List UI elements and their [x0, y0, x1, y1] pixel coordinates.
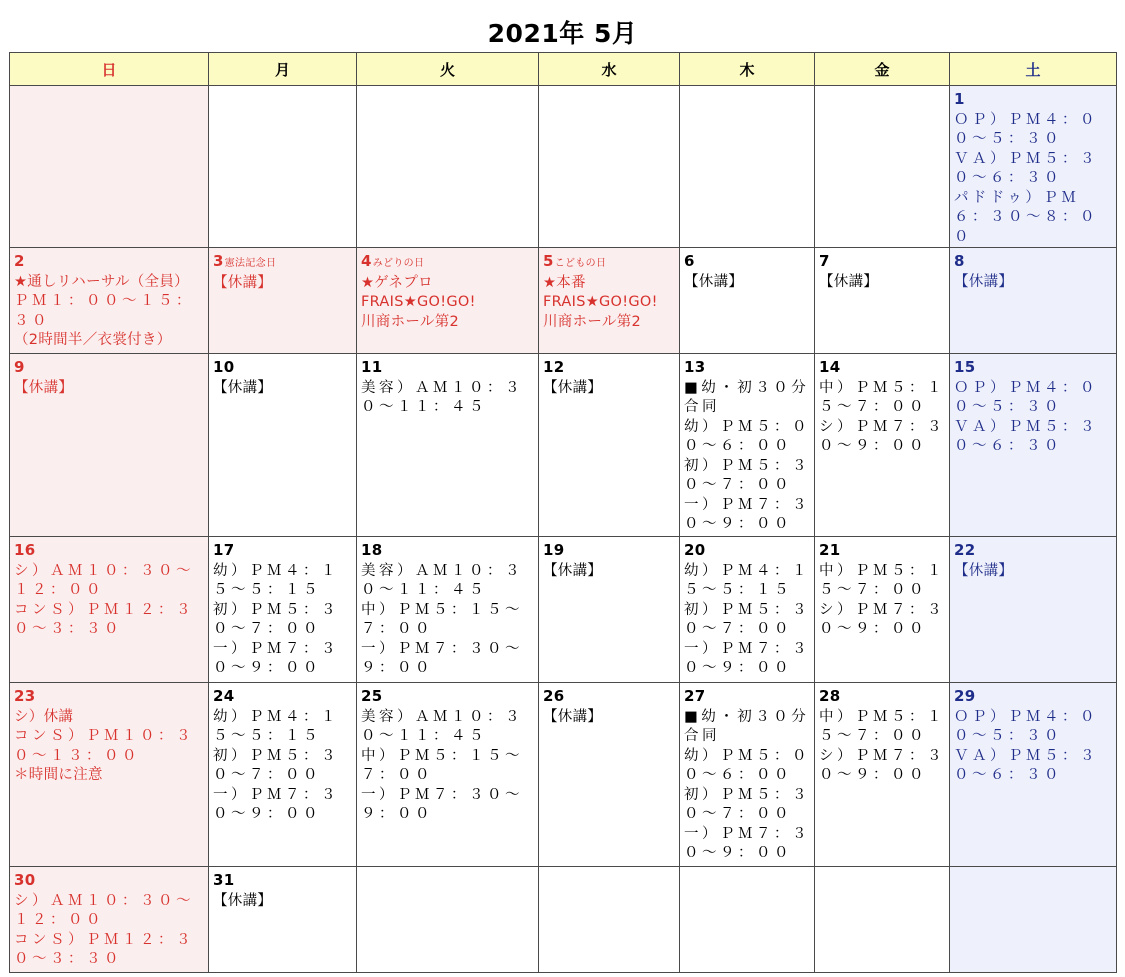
day-cell	[539, 248, 680, 354]
day-number: 5	[543, 252, 554, 270]
week-row	[10, 537, 1117, 683]
schedule-line: ＰＭ１：００〜１５：３０	[14, 293, 194, 329]
day-cell	[815, 248, 950, 354]
day-cell	[815, 537, 950, 683]
schedule-line: シ）ＰＭ７：３０〜９：００	[819, 601, 945, 637]
schedule-line: 【休講】	[684, 273, 744, 290]
schedule-line: ＶＡ）ＰＭ５：３０〜６：３０	[954, 150, 1098, 186]
day-number: 16	[14, 541, 36, 559]
day-number: 4	[361, 252, 372, 270]
schedule-line: 幼）ＰＭ４：１５〜５：１５	[213, 708, 339, 744]
schedule-line: 【休講】	[213, 892, 273, 909]
month-calendar	[9, 52, 1117, 973]
day-number: 14	[819, 358, 841, 376]
schedule-line: 幼）ＰＭ４：１５〜５：１５	[213, 562, 339, 598]
schedule-line: 幼）ＰＭ５：００〜６：００	[684, 747, 810, 783]
empty-day-cell	[680, 86, 815, 248]
day-cell	[10, 867, 209, 973]
holiday-name: こどもの日	[554, 258, 607, 269]
schedule-line: 一）ＰＭ７：３０〜９：００	[361, 786, 523, 822]
schedule-line: ＯＰ）ＰＭ４：００〜５：３０	[954, 708, 1098, 744]
schedule-line: 【休講】	[213, 274, 273, 291]
schedule-line: 初）ＰＭ５：３０〜７：００	[684, 457, 810, 493]
weekday-header-row	[10, 53, 1117, 86]
calendar-title: 2021年 5月	[487, 19, 638, 48]
day-number: 28	[819, 687, 841, 705]
day-number: 8	[954, 252, 965, 270]
day-cell	[357, 248, 539, 354]
schedule-line: パドドゥ）ＰＭ６：３０〜８：００	[954, 189, 1098, 245]
schedule-line: 【休講】	[954, 273, 1014, 290]
schedule-line: 幼）ＰＭ４：１５〜５：１５	[684, 562, 810, 598]
schedule-line: 初）ＰＭ５：３０〜７：００	[213, 601, 339, 637]
day-cell	[950, 86, 1117, 248]
day-number: 9	[14, 358, 25, 376]
day-cell	[539, 537, 680, 683]
week-row	[10, 867, 1117, 973]
day-number: 26	[543, 687, 565, 705]
day-cell	[950, 248, 1117, 354]
day-cell	[209, 248, 357, 354]
schedule-line: シ）ＡＭ１０：３０〜１２：００	[14, 562, 194, 598]
schedule-line: コンＳ）ＰＭ１２：３０〜３：３０	[14, 931, 194, 967]
day-number: 18	[361, 541, 383, 559]
day-cell	[950, 537, 1117, 683]
weekday-fri: 金	[815, 53, 950, 86]
schedule-line: ＶＡ）ＰＭ５：３０〜６：３０	[954, 418, 1098, 454]
day-number: 13	[684, 358, 706, 376]
weekday-mon: 月	[209, 53, 357, 86]
schedule-line: 美容）ＡＭ１０：３０〜１１：４５	[361, 379, 523, 415]
day-cell	[10, 354, 209, 537]
schedule-line: 一）ＰＭ７：３０〜９：００	[213, 786, 339, 822]
weekday-wed: 水	[539, 53, 680, 86]
empty-day-cell	[539, 867, 680, 973]
day-number: 29	[954, 687, 976, 705]
schedule-line: 【休講】	[819, 273, 879, 290]
schedule-line: 美容）ＡＭ１０：３０〜１１：４５	[361, 708, 523, 744]
schedule-line: （2時間半／衣裳付き）	[14, 332, 172, 348]
schedule-line: ＶＡ）ＰＭ５：３０〜６：３０	[954, 747, 1098, 783]
day-cell	[209, 354, 357, 537]
schedule-line: ■幼・初３０分合同	[684, 708, 810, 744]
day-cell	[10, 537, 209, 683]
holiday-name: みどりの日	[372, 258, 425, 269]
week-row	[10, 354, 1117, 537]
schedule-line: 中）ＰＭ５：１５〜７：００	[361, 747, 523, 783]
schedule-line: シ）ＡＭ１０：３０〜１２：００	[14, 892, 194, 928]
schedule-line: 美容）ＡＭ１０：３０〜１１：４５	[361, 562, 523, 598]
empty-day-cell	[10, 86, 209, 248]
day-cell	[950, 354, 1117, 537]
day-number: 10	[213, 358, 235, 376]
weekday-tue: 火	[357, 53, 539, 86]
empty-day-cell	[950, 867, 1117, 973]
week-row	[10, 248, 1117, 354]
schedule-line: シ）ＰＭ７：３０〜９：００	[819, 747, 945, 783]
schedule-line: 中）ＰＭ５：１５〜７：００	[819, 708, 945, 744]
week-row	[10, 683, 1117, 867]
day-cell	[10, 248, 209, 354]
day-number: 31	[213, 871, 235, 889]
empty-day-cell	[815, 867, 950, 973]
day-number: 23	[14, 687, 36, 705]
schedule-line: 一）ＰＭ７：３０〜９：００	[684, 496, 810, 532]
schedule-line: 幼）ＰＭ５：００〜６：００	[684, 418, 810, 454]
day-number: 2	[14, 252, 25, 270]
schedule-line: 中）ＰＭ５：１５〜７：００	[819, 379, 945, 415]
day-number: 7	[819, 252, 830, 270]
schedule-line: コンＳ）ＰＭ１２：３０〜３：３０	[14, 601, 194, 637]
schedule-line: ★本番	[543, 274, 586, 291]
day-number: 15	[954, 358, 976, 376]
schedule-line: ■幼・初３０分合同	[684, 379, 810, 415]
schedule-line: 【休講】	[954, 562, 1014, 579]
schedule-line: 【休講】	[543, 708, 603, 725]
day-cell	[539, 683, 680, 867]
holiday-name: 憲法記念日	[224, 258, 277, 269]
day-cell	[680, 683, 815, 867]
day-cell	[815, 683, 950, 867]
schedule-line: ＯＰ）ＰＭ４：００〜５：３０	[954, 379, 1098, 415]
empty-day-cell	[357, 86, 539, 248]
day-number: 27	[684, 687, 706, 705]
schedule-line: シ）ＰＭ７：３０〜９：００	[819, 418, 945, 454]
day-cell	[209, 683, 357, 867]
schedule-line: ★ゲネプロ	[361, 274, 433, 291]
weekday-thu: 木	[680, 53, 815, 86]
schedule-line: 一）ＰＭ７：３０〜９：００	[213, 640, 339, 676]
weekday-sat: 土	[950, 53, 1117, 86]
day-number: 17	[213, 541, 235, 559]
day-number: 24	[213, 687, 235, 705]
schedule-line: シ）休講	[14, 708, 74, 725]
day-cell	[10, 683, 209, 867]
schedule-line: 初）ＰＭ５：３０〜７：００	[684, 786, 810, 822]
schedule-line: 川商ホール第2	[543, 313, 642, 330]
day-cell	[209, 537, 357, 683]
schedule-line: ＯＰ）ＰＭ４：００〜５：３０	[954, 111, 1098, 147]
schedule-line: コンＳ）ＰＭ１０：３０〜１３：００	[14, 728, 194, 764]
empty-day-cell	[680, 867, 815, 973]
day-number: 22	[954, 541, 976, 559]
day-number: 6	[684, 252, 695, 270]
day-number: 25	[361, 687, 383, 705]
schedule-line: 川商ホール第2	[361, 313, 460, 330]
schedule-line: 初）ＰＭ５：３０〜７：００	[684, 601, 810, 637]
schedule-line: 一）ＰＭ７：３０〜９：００	[361, 640, 523, 676]
day-cell	[680, 354, 815, 537]
schedule-line: FRAIS★GO!GO!	[543, 294, 658, 310]
schedule-line: 中）ＰＭ５：１５〜７：００	[361, 601, 523, 637]
weekday-sun: 日	[10, 53, 209, 86]
day-cell	[357, 354, 539, 537]
day-cell	[209, 867, 357, 973]
day-number: 20	[684, 541, 706, 559]
day-number: 11	[361, 358, 383, 376]
schedule-line: 【休講】	[543, 379, 603, 396]
schedule-line: 【休講】	[213, 379, 273, 396]
empty-day-cell	[539, 86, 680, 248]
day-cell	[539, 354, 680, 537]
day-number: 12	[543, 358, 565, 376]
day-number: 19	[543, 541, 565, 559]
schedule-line: 【休講】	[543, 562, 603, 579]
week-row	[10, 86, 1117, 248]
day-cell	[680, 248, 815, 354]
day-number: 3	[213, 252, 224, 270]
schedule-line: 初）ＰＭ５：３０〜７：００	[213, 747, 339, 783]
empty-day-cell	[357, 867, 539, 973]
day-cell	[357, 683, 539, 867]
schedule-line: 一）ＰＭ７：３０〜９：００	[684, 640, 810, 676]
day-number: 21	[819, 541, 841, 559]
schedule-line: FRAIS★GO!GO!	[361, 294, 476, 310]
day-cell	[357, 537, 539, 683]
schedule-line: 【休講】	[14, 379, 74, 396]
empty-day-cell	[815, 86, 950, 248]
day-cell	[950, 683, 1117, 867]
day-number: 1	[954, 90, 965, 108]
empty-day-cell	[209, 86, 357, 248]
schedule-line: 一）ＰＭ７：３０〜９：００	[684, 825, 810, 861]
day-number: 30	[14, 871, 36, 889]
schedule-line: 中）ＰＭ５：１５〜７：００	[819, 562, 945, 598]
day-cell	[815, 354, 950, 537]
schedule-line: ★通しリハーサル（全員）	[14, 273, 189, 290]
schedule-line: ＊時間に注意	[14, 767, 103, 783]
day-cell	[680, 537, 815, 683]
